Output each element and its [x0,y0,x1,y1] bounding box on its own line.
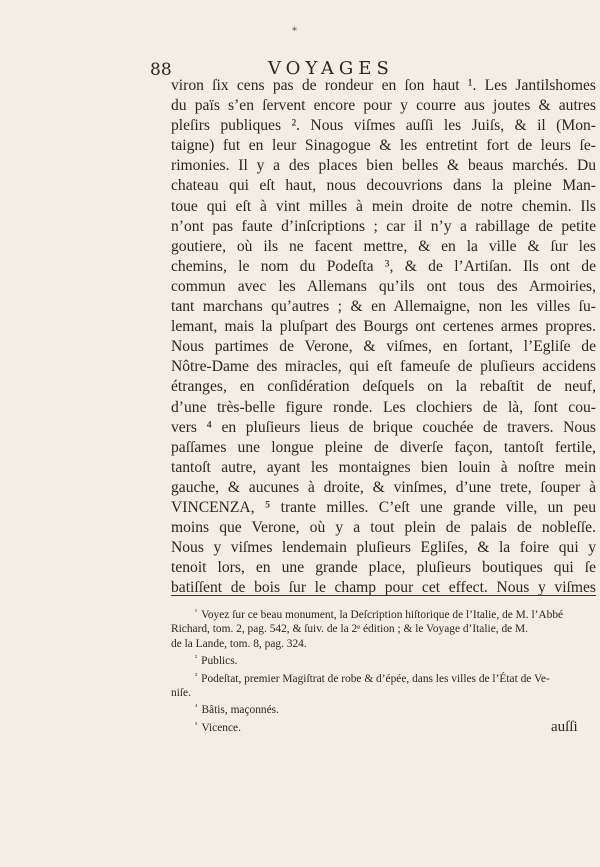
footnote-text: Podeſtat, premier Magiſtrat de robe & d’épée, dans les villes de l’État de Ve- [201,672,550,685]
text-line: goutiere, où ils ne facent mettre, & en la ville & ſur les [171,237,596,255]
text-line: chemins, le nom du Podeſta ³, & de l’Artiſan. Ils ont de [171,257,596,275]
text-line: pleſirs publiques ². Nous viſmes auſſi les Juiſs, & il (Mon- [171,117,596,135]
text-line: vers ⁴ en pluſieurs lieus de brique couchée de travers. Nous [171,418,596,436]
text-line: n’ont pas faute d’inſcriptions ; car il n’y a rabillage de petite [171,217,596,235]
footnote-text: de la Lande, tom. 8, pag. 324. [171,637,307,650]
footnote-1-cont [171,637,596,651]
text-line: étranges, en conſidération deſquels on la rebaſtit de neuf, [171,378,596,396]
footnote-3 [171,669,596,686]
footnote-1 [171,605,596,622]
text-line: tenoit lors, en une grande place, pluſieurs boutiques qui ſe [171,559,596,577]
text-line: commun avec les Allemans qu’ils ont tous des Armoiries, [171,277,596,295]
running-title: VOYAGES [268,58,394,79]
footnote-sign: ¹ [195,608,198,616]
footnote-sign: ³ [195,671,198,680]
text-line: Nôtre-Dame des miracles, qui eſt fameuſe de pluſieurs accidens [171,358,596,376]
text-line: taigne) fut en leur Sinagogue & les entretint fort de leurs ſe- [171,137,596,155]
footnote-5 [171,718,596,735]
text-line: paſſames une longue pleine de diverſe façon, tantoſt fertile, [171,438,596,456]
footnote-text: Richard, tom. 2, pag. 542, & ſuiv. de la 2ᵉ édition ; & le Voyage d’Italie, de M. [171,623,529,636]
text-line: VINCENZA, ⁵ trante milles. C’eſt une grande ville, un peu [171,498,596,516]
text-line: chateau qui eſt haut, nous decouvrions dans la pleine Man- [171,177,596,195]
main-text [171,76,596,598]
text-line: Nous y viſmes lendemain pluſieurs Egliſes, & la foire qui y [171,539,596,557]
catchword: auſſi [551,719,578,735]
page-number: 88 [150,60,172,80]
text-line: viron ſix cens pas de rondeur en ſon haut ¹. Les Jantilshomes [171,77,596,94]
footnote-sign: ² [195,654,198,663]
footnote-text: Bâtis, maçonnés. [201,704,279,717]
footnote-sign: ⁴ [195,703,198,712]
text-line: toue qui eſt à vint milles à mein droite de notre chemin. Ils [171,197,596,215]
footnote-divider [171,595,596,596]
footnote-text: Voyez ſur ce beau monument, la Deſcription hiſtorique de l’Italie, de M. l’Abbé [201,609,564,621]
footnote-1-cont [171,622,596,636]
footnotes [171,605,596,735]
footnote-sign: ⁵ [195,720,198,729]
footnote-text: Vicence. [201,721,241,734]
ornament-mark: * [292,26,297,37]
text-line: d’une très-belle figure ronde. Les clochiers de là, ſont cou- [171,398,596,416]
footnote-2 [171,651,596,668]
text-line: batiſſent de bois ſur le champ pour cet effect. Nous y viſmes [171,579,596,597]
text-line: rimonies. Il y a des places bien belles & beaus marchés. Du [171,157,596,175]
text-line: tantoſt autre, ayant les montaignes bien louin à noſtre mein [171,458,596,476]
text-line: Nous partimes de Verone, & viſmes, en ſortant, l’Egliſe de [171,338,596,356]
footnote-3-cont [171,686,596,700]
text-line: lemant, mais la pluſpart des Bourgs ont certenes armes propres. [171,318,596,336]
text-line: tant marchans qu’autres ; & en Allemaigne, non les villes ſu- [171,298,596,316]
text-line: gauche, & aucunes à droite, & vinſmes, d’une trete, ſouper à [171,478,596,496]
footnote-4 [171,700,596,717]
footnote-text: niſe. [171,687,191,700]
text-line: du païs s’en ſervent encore pour y courre aus joutes & autres [171,97,596,115]
footnote-text: Publics. [201,655,238,668]
text-line: moins que Verone, où y a tout plein de palais de nobleſſe. [171,519,596,537]
